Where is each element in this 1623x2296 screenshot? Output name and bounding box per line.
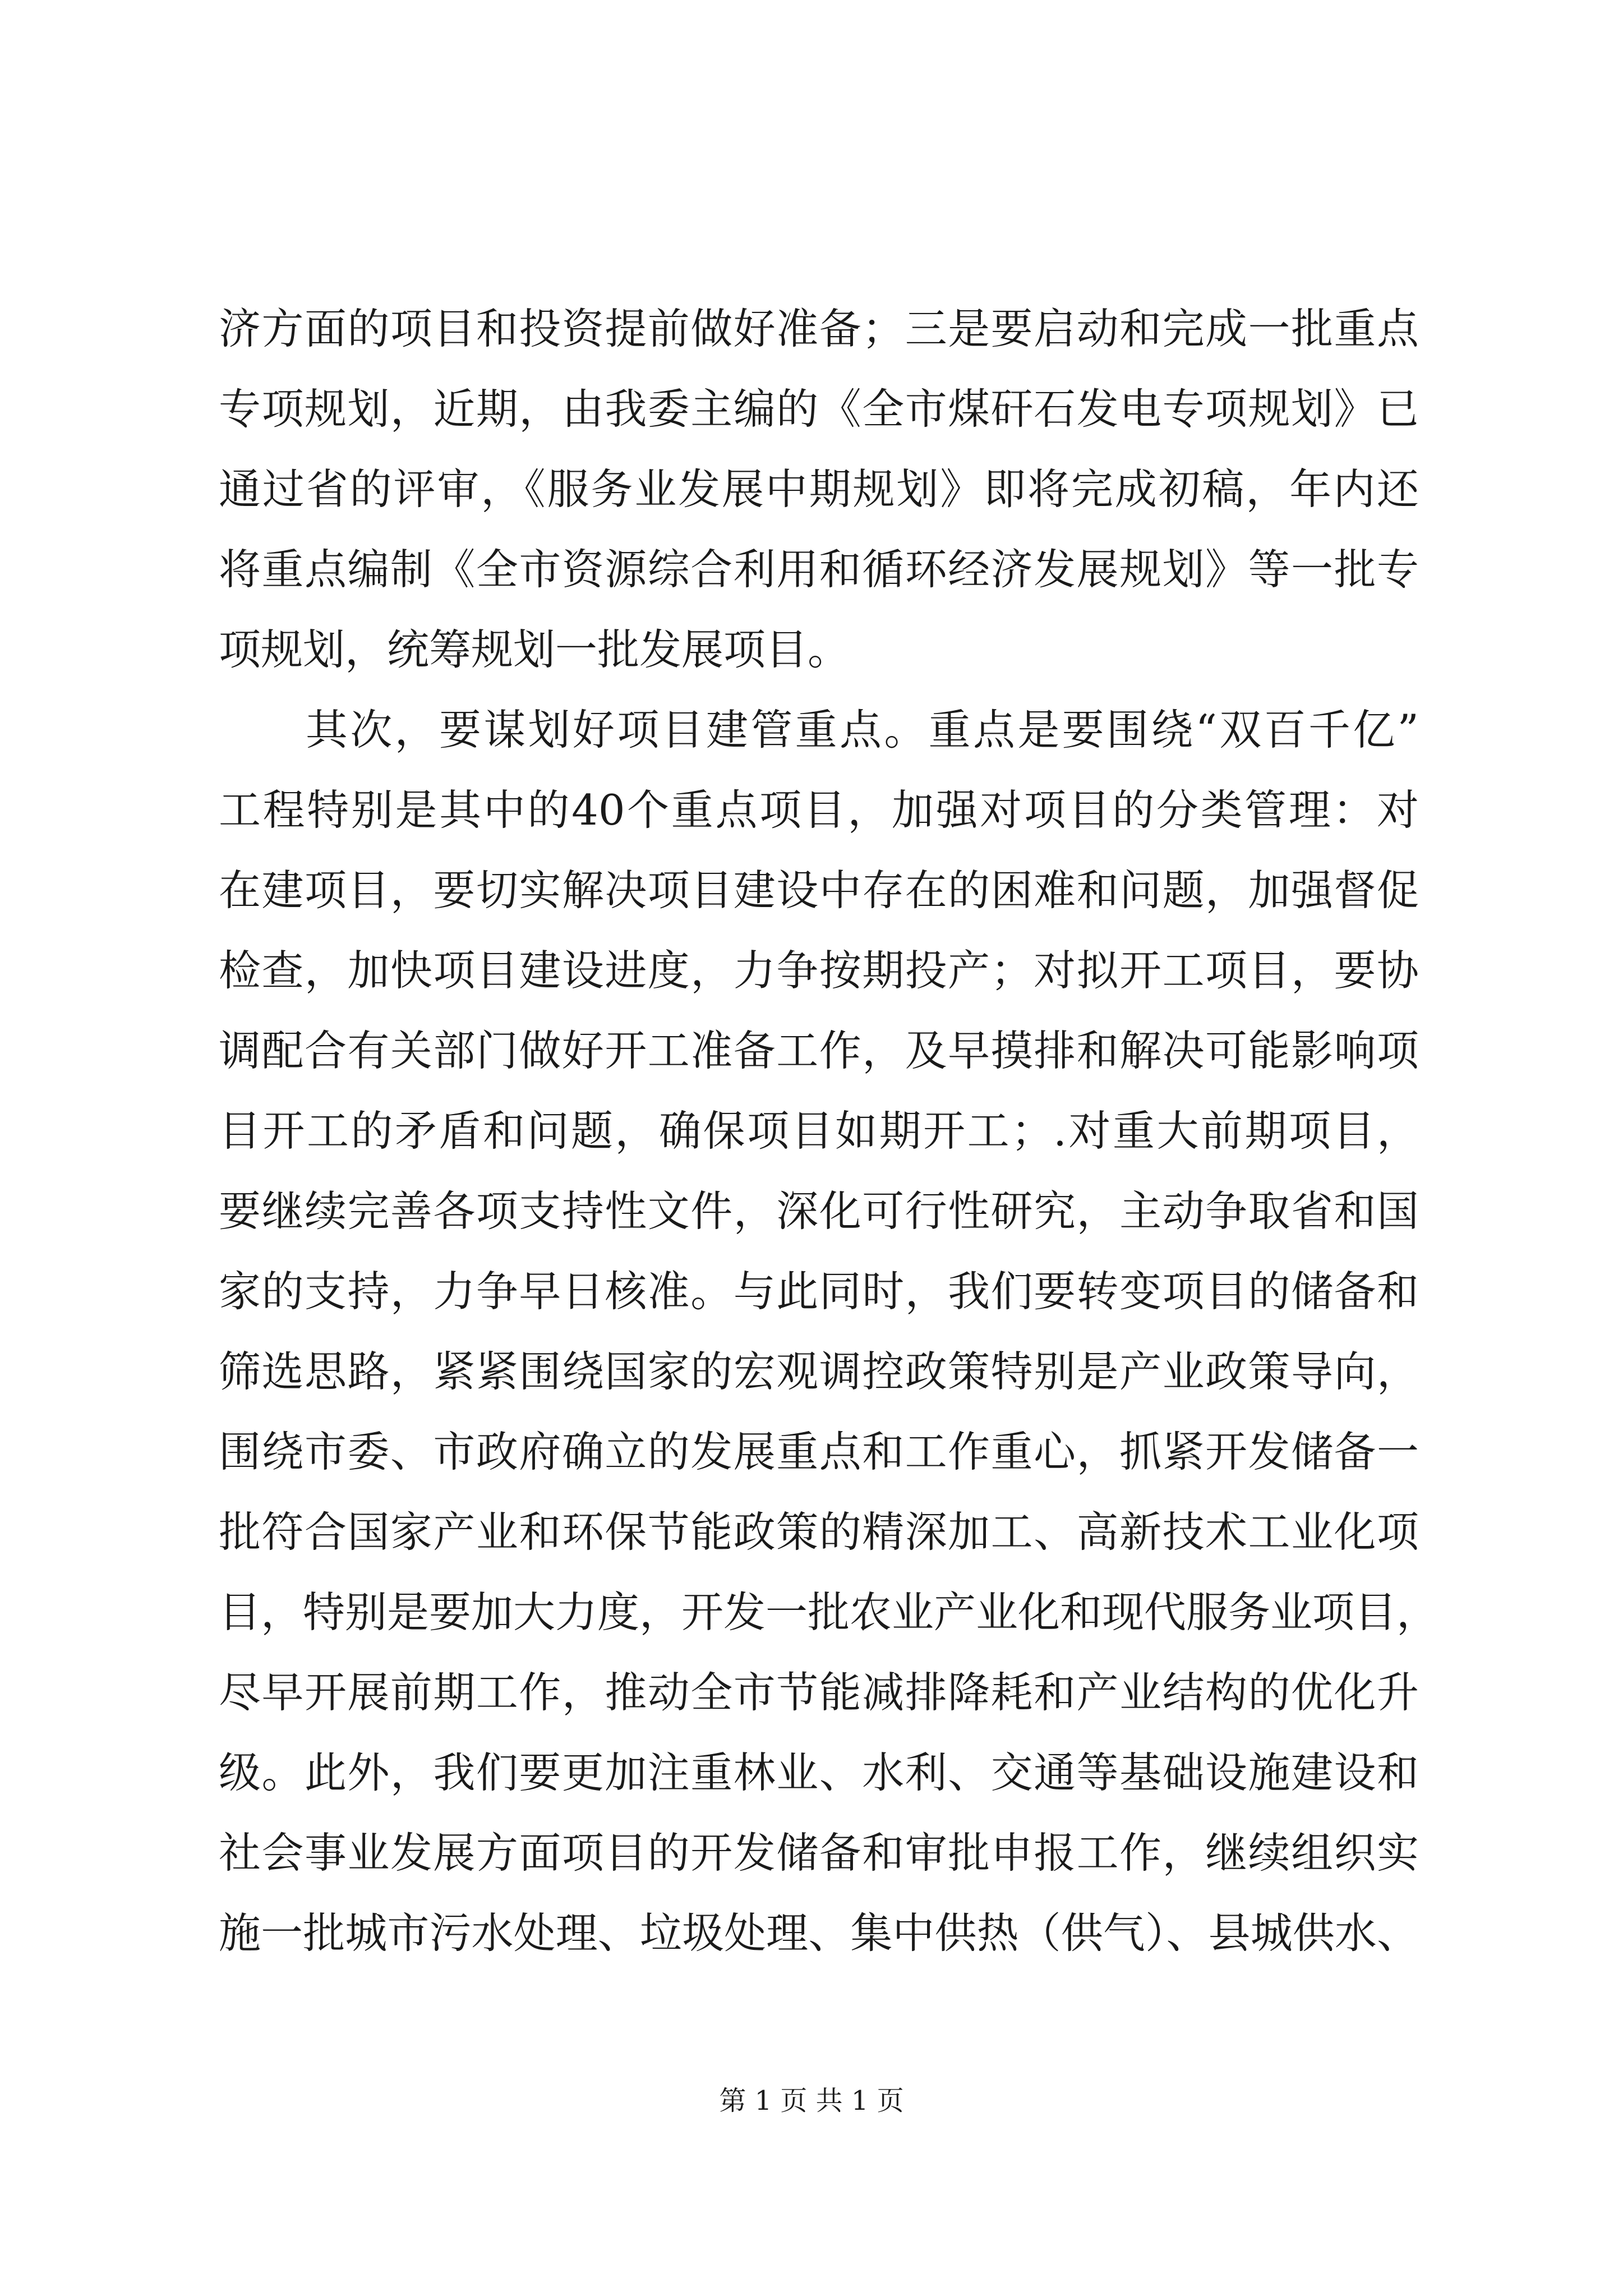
text-line: 级。此外，我们要更加注重林业、水利、交通等基础设施建设和 xyxy=(219,1748,1419,1797)
text-line: 通过省的评审，《服务业发展中期规划》即将完成初稿，年内还 xyxy=(219,464,1419,514)
text-line: 批符合国家产业和环保节能政策的精深加工、高新技术工业化项 xyxy=(219,1507,1419,1557)
text-line: 在建项目，要切实解决项目建设中存在的困难和问题，加强督促 xyxy=(219,866,1419,915)
page-number: 第 1 页 共 1 页 xyxy=(719,2085,904,2116)
text-line: 尽早开展前期工作，推动全市节能减排降耗和产业结构的优化升 xyxy=(219,1668,1419,1717)
text-line: 检查，加快项目建设进度，力争按期投产；对拟开工项目，要协 xyxy=(219,946,1419,995)
document-body xyxy=(219,289,1439,1973)
text-line: 工程特别是其中的40个重点项目，加强对项目的分类管理：对 xyxy=(219,785,1419,835)
text-line: 专项规划，近期，由我委主编的《全市煤矸石发电专项规划》已 xyxy=(219,384,1419,434)
text-line: 社会事业发展方面项目的开发储备和审批申报工作，继续组织实 xyxy=(219,1828,1419,1878)
text-line: 将重点编制《全市资源综合利用和循环经济发展规划》等一批专 xyxy=(219,545,1419,594)
text-line: 调配合有关部门做好开工准备工作，及早摸排和解决可能影响项 xyxy=(219,1026,1419,1075)
text-line: 其次，要谋划好项目建管重点。重点是要围绕“双百千亿” xyxy=(306,705,1419,754)
text-line: 目，特别是要加大力度，开发一批农业产业化和现代服务业项目， xyxy=(219,1588,1439,1637)
paragraph-2 xyxy=(219,690,1439,1973)
text-line: 要继续完善各项支持性文件，深化可行性研究，主动争取省和国 xyxy=(219,1186,1419,1236)
text-line: 家的支持，力争早日核准。与此同时，我们要转变项目的储备和 xyxy=(219,1267,1419,1316)
text-line: 济方面的项目和投资提前做好准备；三是要启动和完成一批重点 xyxy=(219,304,1419,353)
text-line: 筛选思路，紧紧围绕国家的宏观调控政策特别是产业政策导向， xyxy=(219,1347,1419,1396)
paragraph-1 xyxy=(219,289,1419,690)
text-line: 施一批城市污水处理、垃圾处理、集中供热（供气）、县城供水、 xyxy=(219,1908,1419,1958)
page-footer xyxy=(0,2084,1623,2118)
text-line: 项规划，统筹规划一批发展项目。 xyxy=(219,625,850,674)
text-line: 目开工的矛盾和问题，确保项目如期开工；.对重大前期项目， xyxy=(219,1106,1419,1156)
text-line: 围绕市委、市政府确立的发展重点和工作重心，抓紧开发储备一 xyxy=(219,1427,1419,1476)
